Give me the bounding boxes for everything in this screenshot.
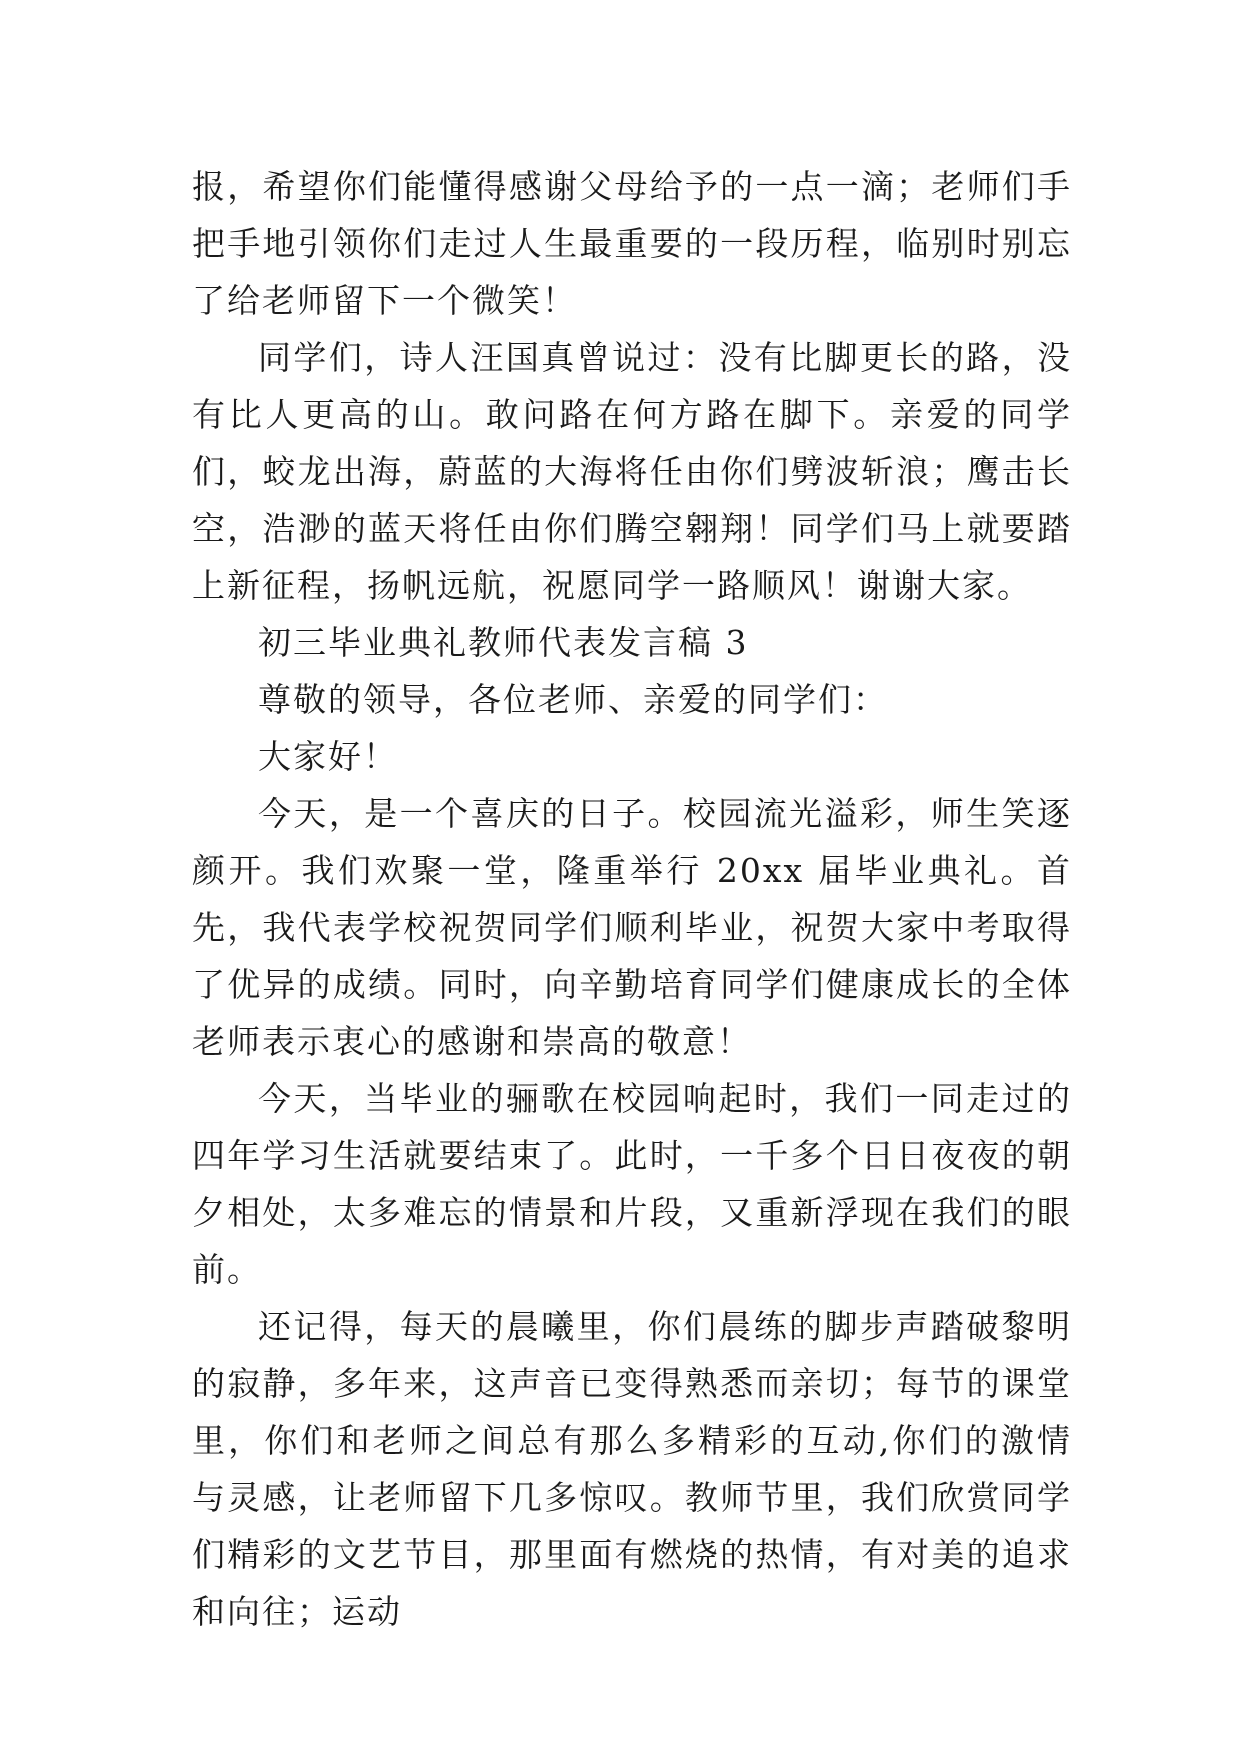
document-body — [192, 158, 1072, 1640]
paragraph-memories: 还记得，每天的晨曦里，你们晨练的脚步声踏破黎明的寂静，多年来，这声音已变得熟悉而亲切；每节的课堂里，你们和老师之间总有那么多精彩的互动,你们的激情与灵感，让老师留下几多惊叹。教师节里，我们欣赏同学们精彩的文艺节目，那里面有燃烧的热情，有对美的追求和向往；运动 — [192, 1307, 1072, 1631]
salutation: 尊敬的领导，各位老师、亲爱的同学们： — [258, 680, 888, 719]
greeting: 大家好！ — [258, 737, 398, 776]
paragraph-today: 今天，是一个喜庆的日子。校园流光溢彩，师生笑逐颜开。我们欢聚一堂，隆重举行 20xx 届毕业典礼。首先，我代表学校祝贺同学们顺利毕业，祝贺大家中考取得了优异的成绩。同时，向辛勤培育同学们健康成长的全体老师表示衷心的感谢和崇高的敬意！ — [192, 794, 1072, 1061]
paragraph-farewell-song: 今天，当毕业的骊歌在校园响起时，我们一同走过的四年学习生活就要结束了。此时，一千多个日日夜夜的朝夕相处，太多难忘的情景和片段，又重新浮现在我们的眼前。 — [192, 1079, 1072, 1289]
paragraph-continuation: 报，希望你们能懂得感谢父母给予的一点一滴；老师们手把手地引领你们走过人生最重要的一段历程，临别时别忘了给老师留下一个微笑！ — [192, 167, 1072, 320]
section-title: 初三毕业典礼教师代表发言稿 3 — [258, 623, 749, 662]
paragraph-poet-quote: 同学们，诗人汪国真曾说过：没有比脚更长的路，没有比人更高的山。敢问路在何方路在脚下。亲爱的同学们，蛟龙出海，蔚蓝的大海将任由你们劈波斩浪；鹰击长空，浩渺的蓝天将任由你们腾空翱翔！同学们马上就要踏上新征程，扬帆远航，祝愿同学一路顺风！谢谢大家。 — [192, 338, 1072, 605]
